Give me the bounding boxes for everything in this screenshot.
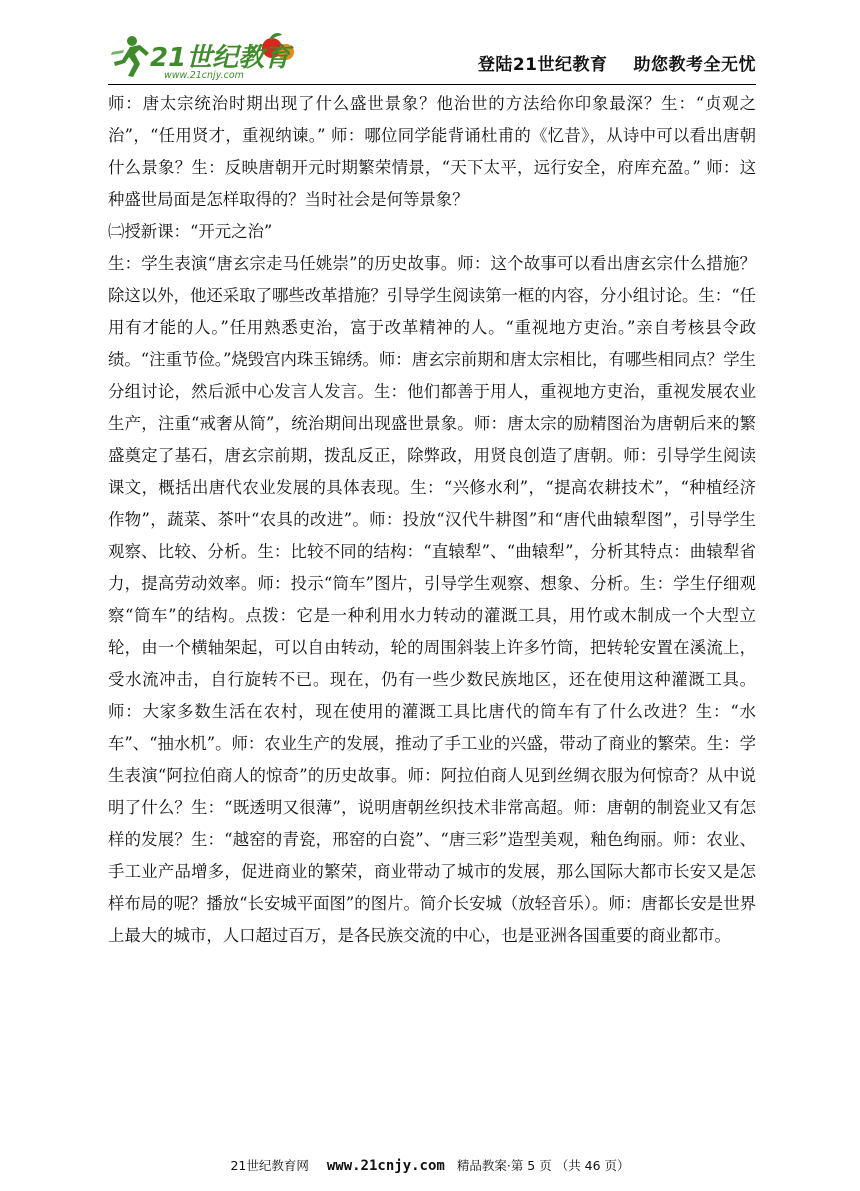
- site-logo: [110, 32, 310, 82]
- page-footer: [0, 1156, 860, 1174]
- logo-url: www.21cnjy.com: [164, 70, 244, 81]
- slogan-tagline: 助您教考全无忧: [633, 55, 756, 75]
- footer-site-name: 21世纪教育网: [230, 1158, 309, 1173]
- intro-paragraph: 师：唐太宗统治时期出现了什么盛世景象？他治世的方法给你印象最深？生：“贞观之治”，“任用贤才，重视纳谏。” 师：哪位同学能背诵杜甫的《忆昔》，从诗中可以看出唐朝什么景象？生：反映唐朝开元时期繁荣情景，“天下太平，远行安全，府库充盈。” 师：这种盛世局面是怎样取得的？当时社会是何等景象？: [108, 94, 756, 209]
- runner-icon: [111, 36, 149, 77]
- lesson-content: [108, 88, 756, 952]
- main-paragraph: 生：学生表演“唐玄宗走马任姚崇”的历史故事。师：这个故事可以看出唐玄宗什么措施？除这以外，他还采取了哪些改革措施？引导学生阅读第一框的内容，分小组讨论。生：“任用有才能的人。”任用熟悉吏治，富于改革精神的人。“重视地方吏治。”亲自考核县令政绩。“注重节俭。”烧毁宫内珠玉锦绣。师：唐玄宗前期和唐太宗相比，有哪些相同点？学生分组讨论，然后派中心发言人发言。生：他们都善于用人，重视地方吏治，重视发展农业生产，注重“戒奢从简”，统治期间出现盛世景象。师：唐太宗的励精图治为唐朝后来的繁盛奠定了基石，唐玄宗前期，拨乱反正，除弊政，用贤良创造了唐朝。师：引导学生阅读课文，概括出唐代农业发展的具体表现。生：“兴修水利”，“提高农耕技术”，“种植经济作物”，蔬菜、茶叶“农具的改进”。师：投放“汉代牛耕图”和“唐代曲辕犁图”，引导学生观察、比较、分析。生：比较不同的结构：“直辕犁”、“曲辕犁”，分析其特点：曲辕犁省力，提高劳动效率。师：投示“筒车”图片，引导学生观察、想象、分析。生：学生仔细观察“筒车”的结构。点拨：它是一种利用水力转动的灌溉工具，用竹或木制成一个大型立轮，由一个横轴架起，可以自由转动，轮的周围斜装上许多竹筒，把转轮安置在溪流上，受水流冲击，自行旋转不已。现在，仍有一些少数民族地区，还在使用这种灌溉工具。师：大家多数生活在农村，现在使用的灌溉工具比唐代的筒车有了什么改进？生：“水车”、“抽水机”。师：农业生产的发展，推动了手工业的兴盛，带动了商业的繁荣。生：学生表演“阿拉伯商人的惊奇”的历史故事。师：阿拉伯商人见到丝绸衣服为何惊奇？从中说明了什么？生：“既透明又很薄”，说明唐朝丝织技术非常高超。师：唐朝的制瓷业又有怎样的发展？生：“越窑的青瓷，邢窑的白瓷”、“唐三彩”造型美观，釉色绚丽。师：农业、手工业产品增多，促进商业的繁荣，商业带动了城市的发展，那么国际大都市长安又是怎样布局的呢？播放“长安城平面图”的图片。简介长安城（放轻音乐）。师：唐都长安是世界上最大的城市，人口超过百万，是各民族交流的中心，也是亚洲各国重要的商业都市。: [108, 254, 756, 945]
- section-heading: ㈡授新课：“开元之治”: [108, 222, 273, 241]
- footer-site-url[interactable]: www.21cnjy.com: [326, 1158, 445, 1174]
- header-slogan: [478, 50, 756, 75]
- slogan-login: 登陆21世纪教育: [477, 55, 608, 75]
- header-divider: [108, 84, 756, 85]
- footer-page-info: 精品教案·第 5 页 （共 46 页）: [456, 1158, 630, 1173]
- logo-text: 21世纪教育: [150, 43, 291, 73]
- page-header: [108, 28, 756, 84]
